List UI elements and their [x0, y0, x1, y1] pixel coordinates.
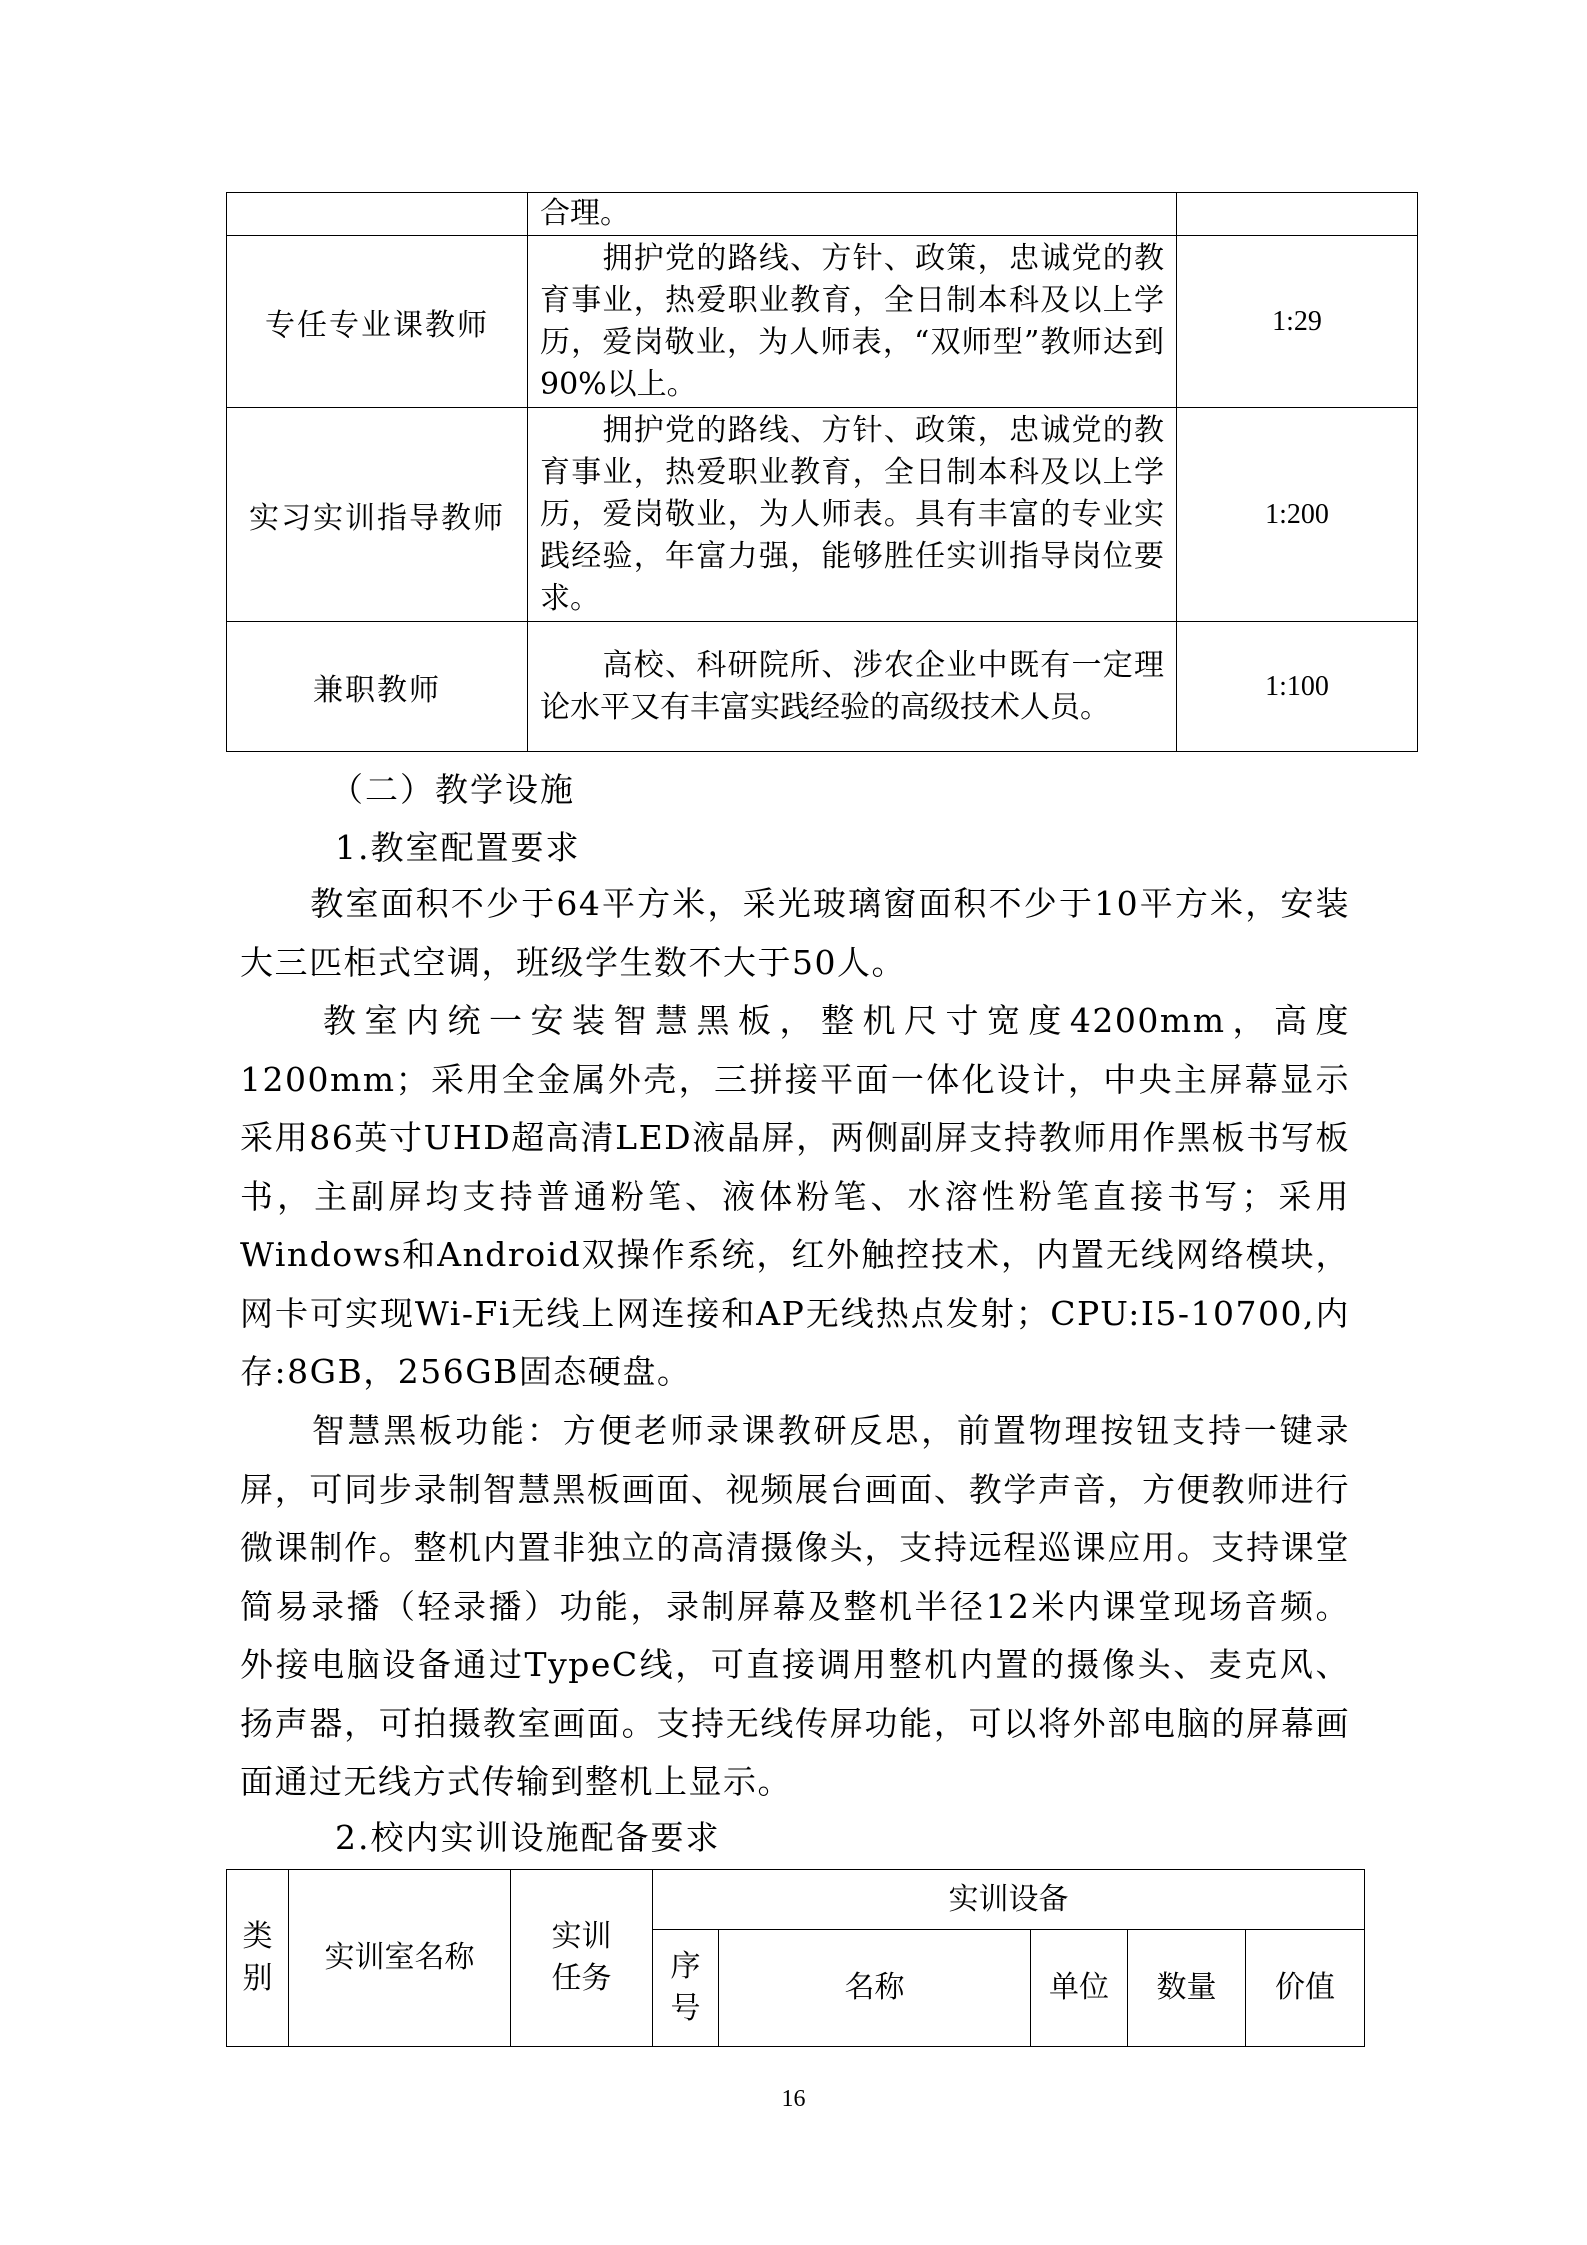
requirement-cell: 高校、科研院所、涉农企业中既有一定理论水平又有丰富实践经验的高级技术人员。 [528, 622, 1177, 752]
header-room-name: 实训室名称 [289, 1870, 511, 2047]
header-task: 实训任务 [511, 1870, 653, 2047]
ratio-cell [1177, 193, 1418, 236]
table-row [227, 193, 1418, 236]
header-equipment-group: 实训设备 [653, 1870, 1365, 1930]
subheading-classroom: 1.教室配置要求 [335, 828, 581, 867]
page-number: 16 [781, 2086, 806, 2112]
training-facility-table [226, 1869, 1365, 2047]
table-row [227, 408, 1418, 622]
table-row [227, 622, 1418, 752]
role-cell: 专任专业课教师 [227, 236, 528, 408]
header-category: 类别 [227, 1870, 289, 2047]
role-cell: 实习实训指导教师 [227, 408, 528, 622]
table-header-row [227, 1870, 1365, 1930]
requirement-cell: 拥护党的路线、方针、政策，忠诚党的教育事业，热爱职业教育，全日制本科及以上学历，爱岗敬业，为人师表，“双师型”教师达到90%以上。 [528, 236, 1177, 408]
section-heading: （二）教学设施 [330, 770, 575, 809]
role-cell: 兼职教师 [227, 622, 528, 752]
header-value: 价值 [1246, 1930, 1365, 2047]
header-quantity: 数量 [1128, 1930, 1246, 2047]
paragraph-classroom-area: 教室面积不少于64平方米，采光玻璃窗面积不少于10平方米，安装大三匹柜式空调，班级学生数不大于50人。 [240, 884, 1350, 982]
teacher-requirements-table [226, 192, 1418, 752]
header-unit: 单位 [1031, 1930, 1128, 2047]
table-row [227, 236, 1418, 408]
ratio-cell: 1:200 [1177, 408, 1418, 622]
ratio-cell: 1:29 [1177, 236, 1418, 408]
ratio-cell: 1:100 [1177, 622, 1418, 752]
role-cell [227, 193, 528, 236]
header-equipment-name: 名称 [719, 1930, 1031, 2047]
header-serial-no: 序号 [653, 1930, 719, 2047]
requirement-cell: 拥护党的路线、方针、政策，忠诚党的教育事业，热爱职业教育，全日制本科及以上学历，爱岗敬业，为人师表。具有丰富的专业实践经验，年富力强，能够胜任实训指导岗位要求。 [528, 408, 1177, 622]
paragraph-board-functions: 智慧黑板功能：方便老师录课教研反思，前置物理按钮支持一键录屏，可同步录制智慧黑板画面、视频展台画面、教学声音，方便教师进行微课制作。整机内置非独立的高清摄像头，支持远程巡课应用。支持课堂简易录播（轻录播）功能，录制屏幕及整机半径12米内课堂现场音频。外接电脑设备通过TypeC线，可直接调用整机内置的摄像头、麦克风、扬声器，可拍摄教室画面。支持无线传屏功能，可以将外部电脑的屏幕画面通过无线方式传输到整机上显示。 [240, 1411, 1350, 1801]
requirement-cell: 合理。 [528, 193, 1177, 236]
subheading-training-facilities: 2.校内实训设施配备要求 [335, 1818, 721, 1857]
paragraph-smart-board: 教室内统一安装智慧黑板，整机尺寸宽度4200mm，高度1200mm；采用全金属外壳，三拼接平面一体化设计，中央主屏幕显示采用86英寸UHD超高清LED液晶屏，两侧副屏支持教师用作黑板书写板书，主副屏均支持普通粉笔、液体粉笔、水溶性粉笔直接书写；采用Windows和Android双操作系统，红外触控技术，内置无线网络模块，网卡可实现Wi-Fi无线上网连接和AP无线热点发射；CPU:I5-10700,内存:8GB，256GB固态硬盘。 [240, 1001, 1350, 1391]
